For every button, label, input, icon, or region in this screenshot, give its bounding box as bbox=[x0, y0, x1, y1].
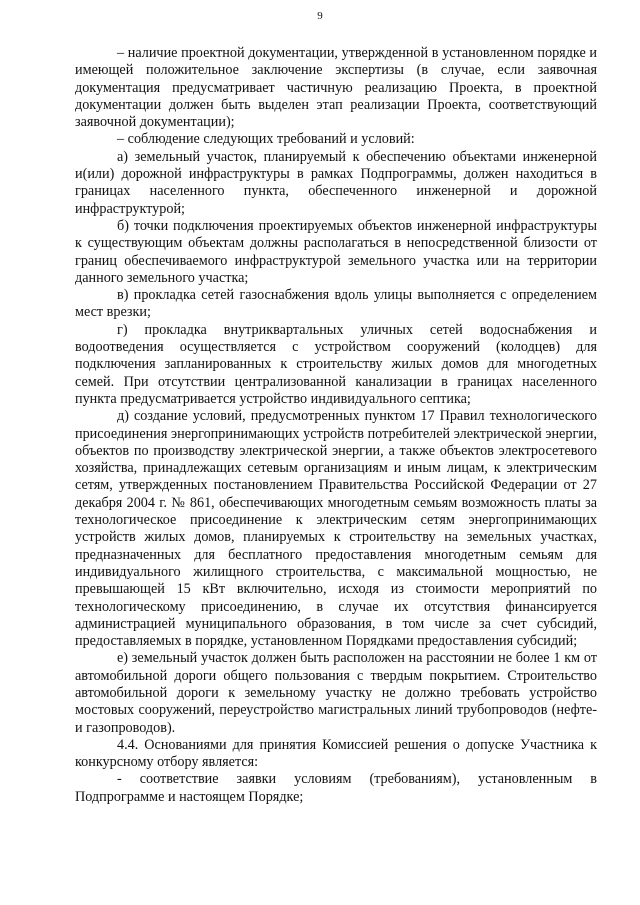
paragraph-section-4-4: 4.4. Основаниями для принятия Комиссией решения о допуске Участника к конкурсному отбору является: bbox=[75, 736, 597, 771]
paragraph-conditions-intro: – соблюдение следующих требований и условий: bbox=[117, 131, 415, 148]
paragraph-condition-b: б) точки подключения проектируемых объектов инженерной инфраструктуры к существующим объектам должны располагаться в непосредственной близости от границ обеспечиваемого инфраструктурой земельного участка или на территории данного земельного участка; bbox=[75, 217, 597, 286]
paragraph-condition-v: в) прокладка сетей газоснабжения вдоль улицы выполняется с определением мест врезки; bbox=[75, 287, 597, 321]
paragraph-condition-e: е) земельный участок должен быть расположен на расстоянии не более 1 км от автомобильной дороги общего пользования с твердым покрытием. Строительство автомобильной дороги к земельному участку не должно требовать устройство мостовых сооружений, переустройство магистральных линий трубопроводов (нефте- и газопроводов). bbox=[75, 650, 597, 736]
paragraph-project-documentation: – наличие проектной документации, утвержденной в установленном порядке и имеющей положительное заключение экспертизы (в случае, если заявочная документация предусматривает частичную реализацию Проекта, в проектной документации должен быть выделен этап реализации Проекта, соответствующий заявочной документации); bbox=[75, 45, 597, 131]
document-body bbox=[75, 45, 597, 806]
paragraph-condition-a: а) земельный участок, планируемый к обеспечению объектами инженерной и(или) дорожной инфраструктуры в рамках Подпрограммы, должен находиться в границах населенного пункта, обеспеченного инженерной и дорожной инфраструктурой; bbox=[75, 148, 597, 217]
paragraph-condition-d: д) создание условий, предусмотренных пунктом 17 Правил технологического присоединения энергопринимающих устройств потребителей электрической энергии, объектов по производству электрической энергии, а также объектов электросетевого хозяйства, принадлежащих сетевым организациям и иным лицам, к электрическим сетям, утвержденных постановлением Правительства Российской Федерации от 27 декабря 2004 г. № 861, обеспечивающих многодетным семьям возможность платы за технологическое присоединение к электрическим сетям энергопринимающих устройств жилых домов, планируемых к строительству на земельных участках, предназначенных для бесплатного предоставления многодетным семьям для индивидуального жилищного строительства, с максимальной мощностью, не превышающей 15 кВт включительно, исходя из стоимости мероприятий по технологическому присоединению, в случае их отсутствия финансируется администрацией муниципального образования, в том числе за счет субсидий, предоставляемых в порядке, установленном Порядками предоставления субсидий; bbox=[75, 408, 597, 650]
paragraph-compliance: - соответствие заявки условиям (требованиям), установленным в Подпрограмме и настоящем Порядке; bbox=[75, 771, 597, 805]
page-number: 9 bbox=[317, 10, 323, 22]
paragraph-condition-g: г) прокладка внутриквартальных уличных сетей водоснабжения и водоотведения осуществляется с устройством сооружений (колодцев) для подключения запланированных к строительству жилых домов для многодетных семей. При отсутствии централизованной канализации в границах населенного пункта предусматривается устройство индивидуального септика; bbox=[75, 321, 597, 407]
